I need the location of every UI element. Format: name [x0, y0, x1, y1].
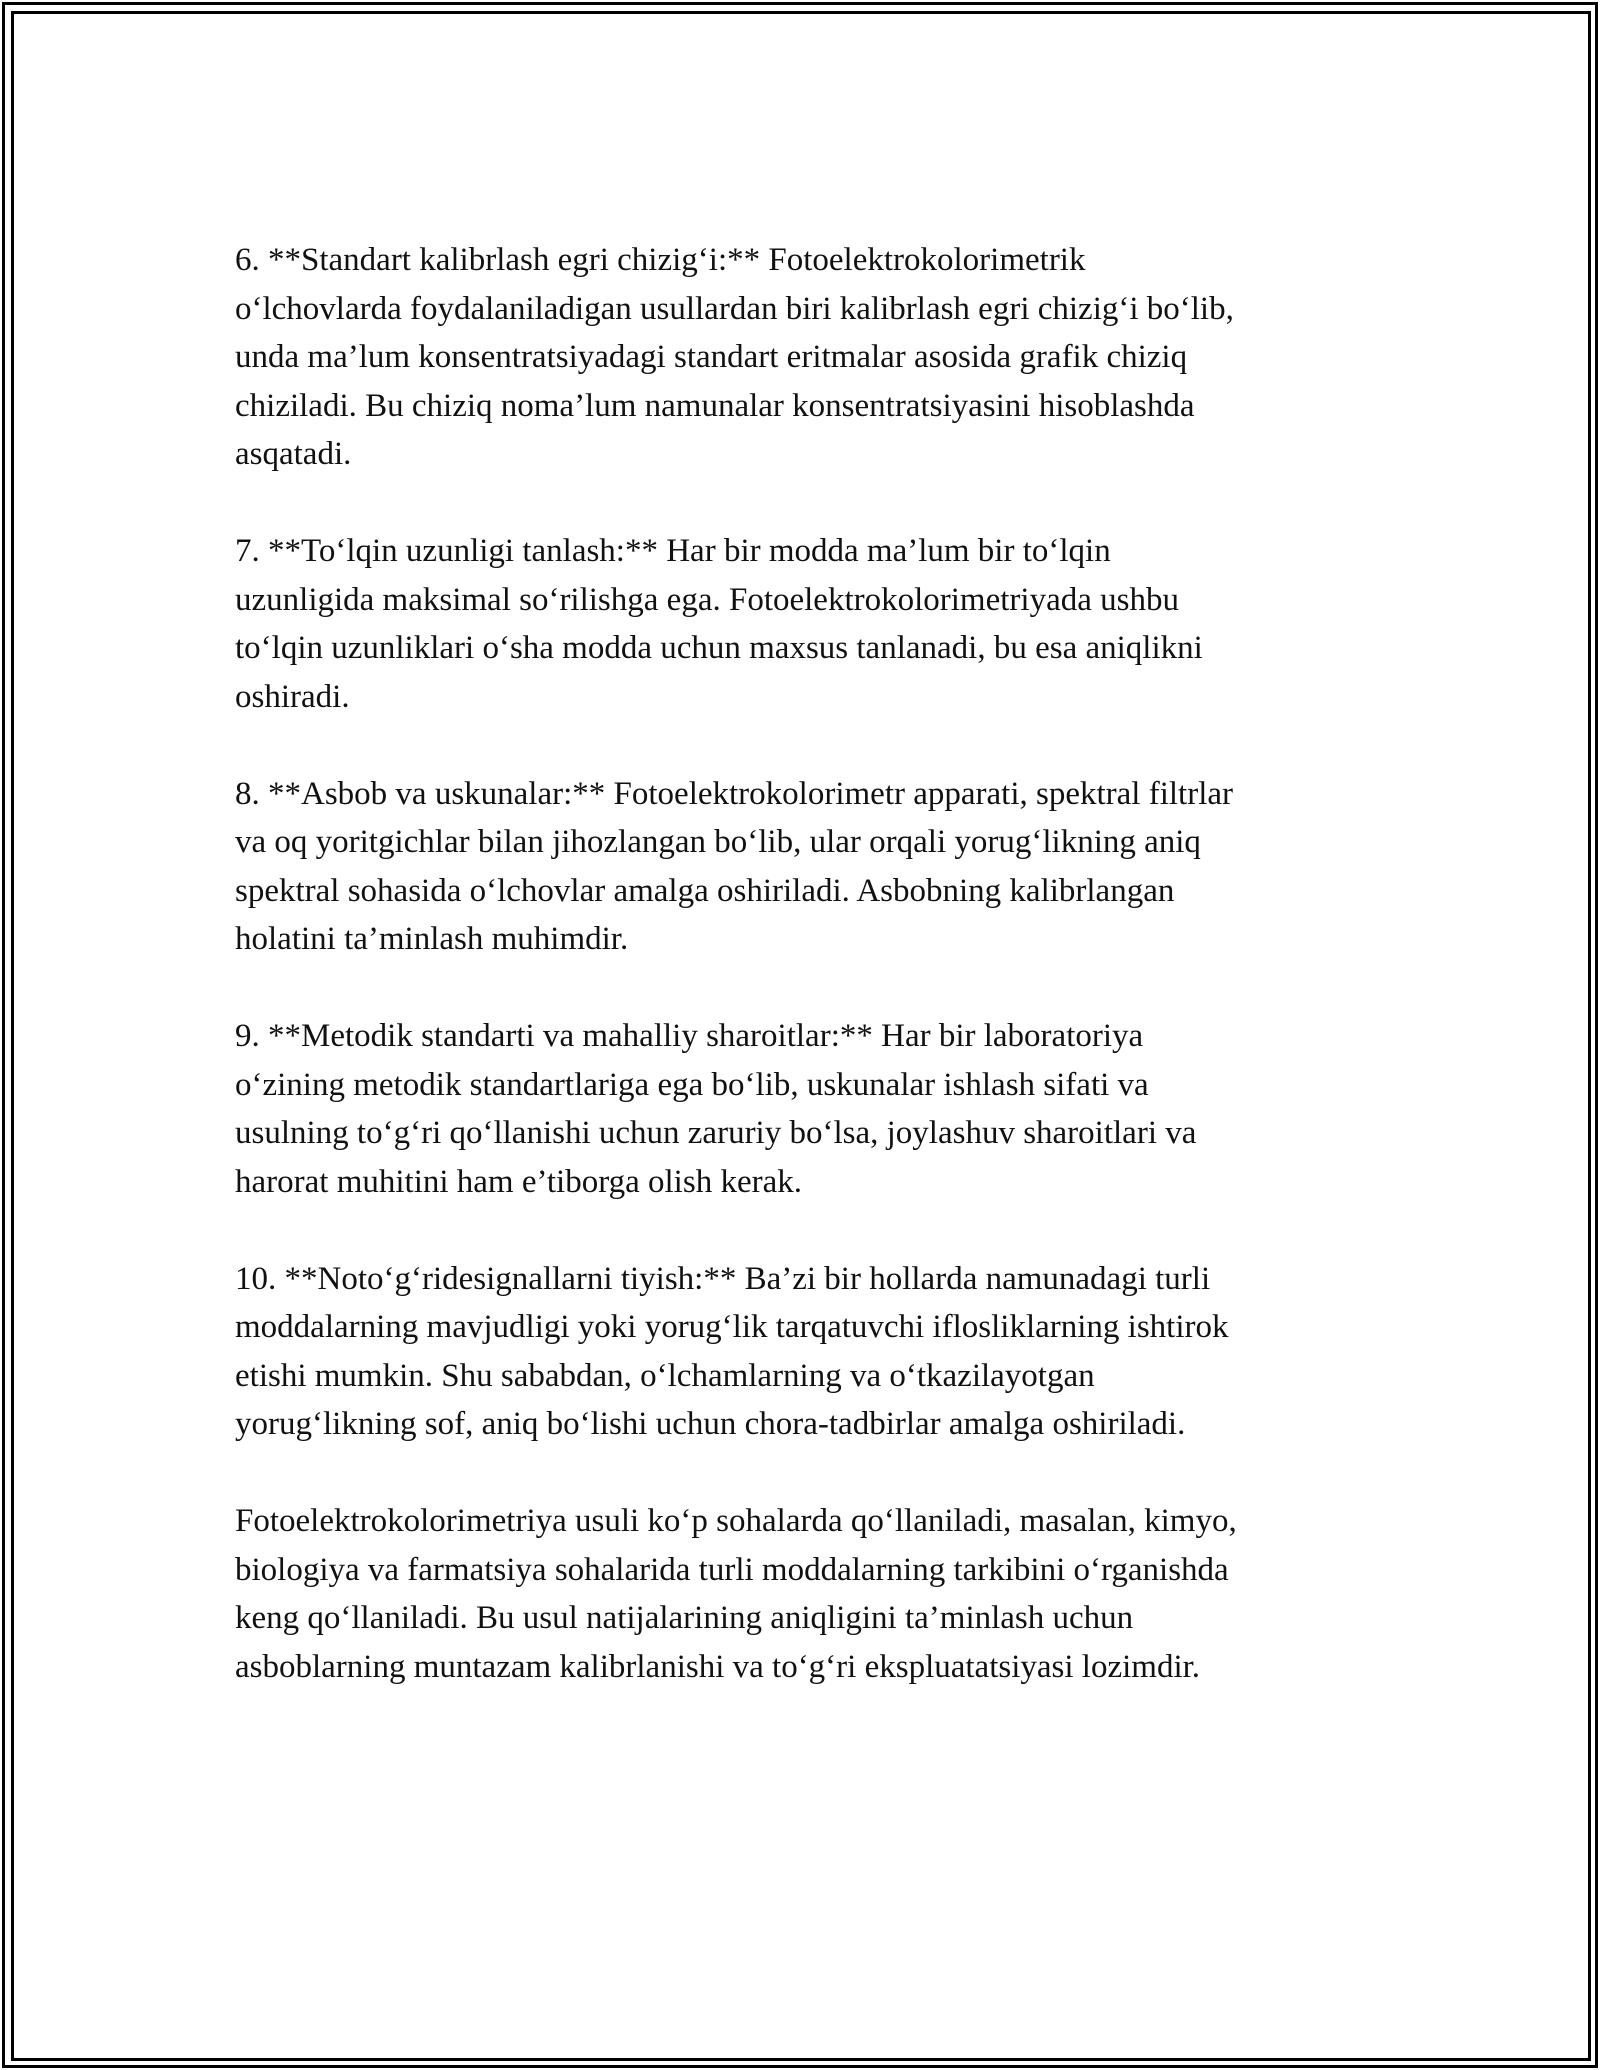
- text-line: asqatadi.: [235, 436, 352, 472]
- paragraph-9-method-standards: [235, 1012, 1375, 1206]
- text-line: moddalarning mavjudligi yoki yorug‘lik tarqatuvchi iflosliklarning ishtirok: [235, 1309, 1229, 1345]
- text-line: spektral sohasida o‘lchovlar amalga oshiriladi. Asbobning kalibrlangan: [235, 872, 1175, 909]
- text-line: va oq yoritgichlar bilan jihozlangan bo‘lib, ular orqali yorug‘likning aniq: [235, 824, 1201, 860]
- text-line: unda ma’lum konsentratsiyadagi standart eritmalar asosida grafik chiziq: [235, 339, 1188, 375]
- paragraph-7-wavelength: [235, 527, 1375, 721]
- text-line: oshiradi.: [235, 678, 350, 715]
- paragraph-conclusion: [235, 1497, 1375, 1691]
- text-line: yorug‘likning sof, aniq bo‘lishi uchun chora-tadbirlar amalga oshiriladi.: [235, 1406, 1186, 1442]
- text-line: biologiya va farmatsiya sohalarida turli moddalarning tarkibini o‘rganishda: [235, 1551, 1229, 1588]
- text-line: etishi mumkin. Shu sababdan, o‘lchamlarning va o‘tkazilayotgan: [235, 1357, 1095, 1394]
- paragraph-6-calibration-curve: [235, 236, 1375, 479]
- text-line: to‘lqin uzunliklari o‘sha modda uchun maxsus tanlanadi, bu esa aniqlikni: [235, 630, 1203, 666]
- text-line: chiziladi. Bu chiziq noma’lum namunalar konsentratsiyasini hisoblashda: [235, 387, 1195, 424]
- text-line: 8. **Asbob va uskunalar:** Fotoelektrokolorimetr apparati, spektral filtrlar: [235, 775, 1233, 812]
- text-line: Fotoelektrokolorimetriya usuli ko‘p sohalarda qo‘llaniladi, masalan, kimyo,: [235, 1503, 1237, 1539]
- text-line: o‘zining metodik standartlariga ega bo‘lib, uskunalar ishlash sifati va: [235, 1066, 1149, 1103]
- text-line: 6. **Standart kalibrlash egri chizig‘i:** Fotoelektrokolorimetrik: [235, 242, 1086, 278]
- text-line: keng qo‘llaniladi. Bu usul natijalarining aniqligini ta’minlash uchun: [235, 1600, 1134, 1636]
- text-line: harorat muhitini ham e’tiborga olish kerak.: [235, 1163, 802, 1200]
- paragraph-10-signal-suppression: [235, 1255, 1375, 1449]
- text-line: asboblarning muntazam kalibrlanishi va to‘g‘ri ekspluatatsiyasi lozimdir.: [235, 1648, 1201, 1685]
- text-line: 10. **Noto‘g‘ridesignallarni tiyish:** Ba’zi bir hollarda namunadagi turli: [235, 1260, 1211, 1297]
- text-line: 7. **To‘lqin uzunligi tanlash:** Har bir modda ma’lum bir to‘lqin: [235, 533, 1111, 569]
- text-line: 9. **Metodik standarti va mahalliy sharoitlar:** Har bir laboratoriya: [235, 1018, 1144, 1054]
- document-body: [235, 236, 1375, 1740]
- text-line: o‘lchovlarda foydalaniladigan usullardan biri kalibrlash egri chizig‘i bo‘lib,: [235, 290, 1234, 327]
- text-line: holatini ta’minlash muhimdir.: [235, 921, 629, 957]
- text-line: uzunligida maksimal so‘rilishga ega. Fotoelektrokolorimetriyada ushbu: [235, 581, 1179, 618]
- text-line: usulning to‘g‘ri qo‘llanishi uchun zaruriy bo‘lsa, joylashuv sharoitlari va: [235, 1115, 1197, 1151]
- paragraph-8-instruments: [235, 770, 1375, 964]
